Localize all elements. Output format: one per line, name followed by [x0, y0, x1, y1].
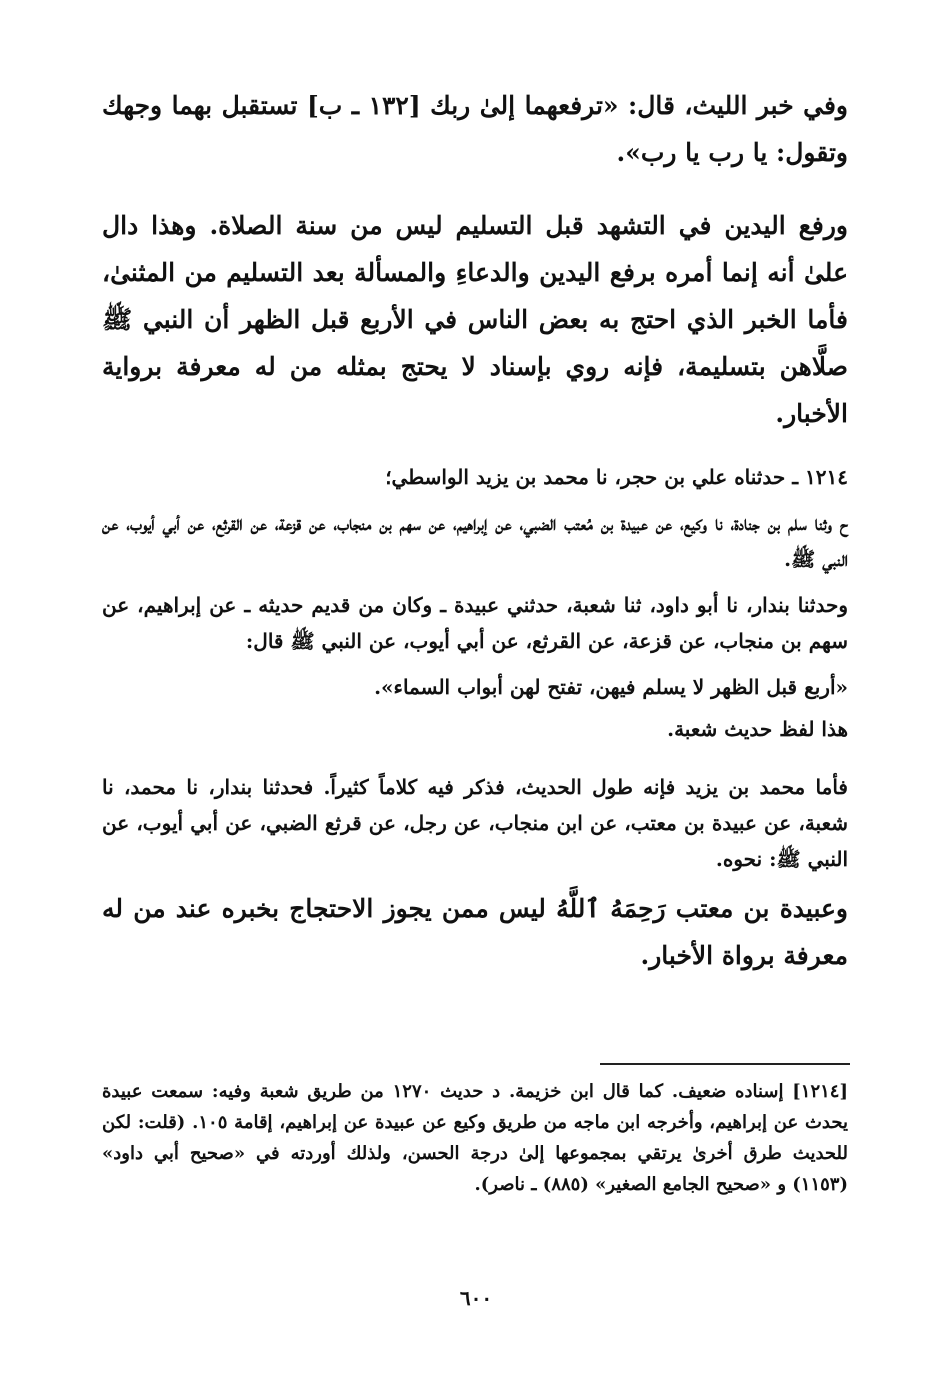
- page-number: ٦٠٠: [459, 1286, 493, 1310]
- paragraph-raising-hands: ورفع اليدين في التشهد قبل التسليم ليس من سنة الصلاة. وهذا دال علىٰ أنه إنما أمره برفع اليدين والدعاءِ والمسألة بعد التسليم من المثنىٰ، فأما الخبر الذي احتج به بعض الناس في الأربع قبل الظهر أن النبي ﷺ صلَّاهن بتسليمة، فإنه روي بإسناد لا يحتج بمثله من له معرفة برواية الأخبار.: [102, 211, 848, 428]
- hadith-number-line: ١٢١٤ ـ حدثناه علي بن حجر، نا محمد بن يزيد الواسطي؛: [385, 465, 848, 489]
- main-text: [102, 82, 848, 979]
- paragraph-ubayda-grading: وعبيدة بن معتب رَحِمَهُ ٱللَّهُ ليس ممن يجوز الاحتجاج بخبره عند من له معرفة برواة الأخبار.: [102, 894, 848, 970]
- paragraph-muhammad-bin-yazid: فأما محمد بن يزيد فإنه طول الحديث، فذكر فيه كلاماً كثيراً. فحدثنا بندار، نا محمد، نا شعبة، عن عبيدة بن معتب، عن ابن منجاب، عن رجل، عن قرثع الضبي، عن أبي أيوب، عن النبي ﷺ: نحوه.: [102, 775, 848, 871]
- hadith-matn: «أربع قبل الظهر لا يسلم فيهن، تفتح لهن أبواب السماء».: [374, 675, 848, 699]
- isnad-chain-1: ح وثنا سلم بن جنادة، نا وكيع، عن عبيدة بن مُعتب الضبي، عن إبراهيم، عن سهم بن منجاب، عن قزعة، عن القرثع، عن أبي أيوب، عن النبي ﷺ.: [102, 511, 848, 571]
- isnad-chain-2: وحدثنا بندار، نا أبو داود، ثنا شعبة، حدثني عبيدة ـ وكان من قديم حديثه ـ عن إبراهيم، عن سهم بن منجاب، عن قزعة، عن القرثع، عن أبي أيوب، عن النبي ﷺ قال:: [102, 593, 848, 653]
- footnote: [١٢١٤] إسناده ضعيف. كما قال ابن خزيمة. د حديث ١٢٧٠ من طريق شعبة وفيه: سمعت عبيدة يحدث عن إبراهيم، وأخرجه ابن ماجه من طريق وكيع عن عبيدة عن إبراهيم، إقامة ١٠٥. (قلت: لكن للحديث طرق أخرىٰ يرتقي بمجموعها إلىٰ درجة الحسن، ولذلك أوردته في «صحيح أبي داود» (١١٥٣) و «صحيح الجامع الصغير» (٨٨٥) ـ ناصر).: [102, 1081, 848, 1195]
- wording-note: هذا لفظ حديث شعبة.: [667, 717, 848, 741]
- paragraph-layth-report: وفي خبر الليث، قال: «ترفعهما إلىٰ ربك [١٣٢ ـ ب] تستقبل بهما وجهك وتقول: يا رب يا رب».: [102, 91, 848, 167]
- footnote-separator: [600, 1063, 850, 1065]
